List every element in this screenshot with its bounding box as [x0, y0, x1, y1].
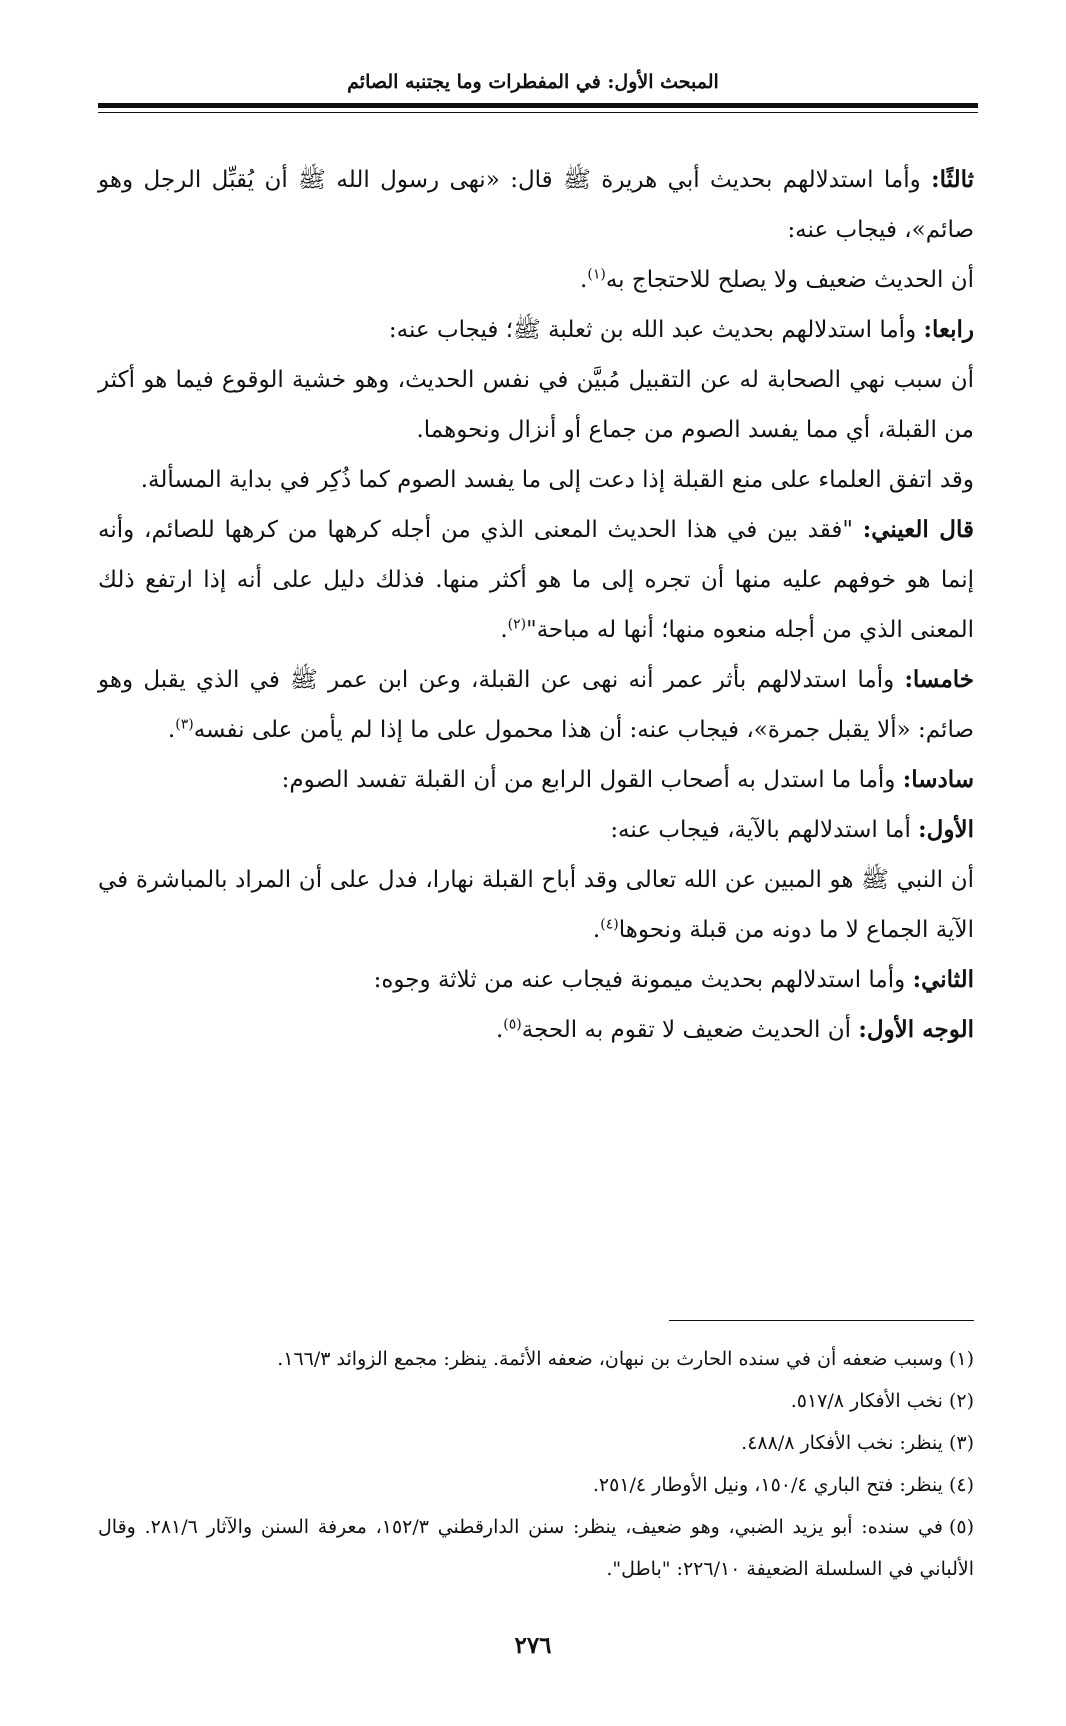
paragraph [98, 955, 974, 1005]
footnote-number: (٥) [948, 1516, 974, 1538]
main-text [98, 155, 974, 1055]
paragraph-end: . [500, 617, 508, 643]
paragraph-end: . [592, 917, 601, 943]
paragraph [98, 655, 974, 755]
paragraph [98, 355, 974, 455]
footnote-ref[interactable]: (٥) [503, 1016, 522, 1033]
footnote-number: (٢) [948, 1390, 974, 1412]
paragraph-text: أما استدلالهم بالآية، فيجاب عنه: [610, 817, 919, 843]
paragraph-text: وأما استدلالهم بحديث أبي هريرة ﷺ قال: «نهى رسول الله ﷺ أن يُقبِّل الرجل وهو صائم»، فيجاب عنه: [98, 167, 974, 243]
paragraph-end: . [495, 1017, 504, 1043]
footnote [98, 1422, 974, 1464]
footnote-text: ينظر: نخب الأفكار ٤٨٨/٨. [741, 1432, 943, 1454]
footnote-number: (٤) [948, 1474, 974, 1496]
paragraph [98, 1005, 974, 1055]
paragraph-lead: الثاني: [912, 966, 974, 993]
paragraph-text: وقد اتفق العلماء على منع القبلة إذا دعت إلى ما يفسد الصوم كما ذُكِر في بداية المسألة. [140, 467, 974, 493]
paragraph-text: وأما استدلالهم بحديث ميمونة فيجاب عنه من ثلاثة وجوه: [373, 967, 913, 993]
footnote [98, 1506, 974, 1590]
paragraph [98, 255, 974, 305]
page-number: ٢٧٦ [514, 1632, 552, 1659]
footnotes [98, 1338, 974, 1590]
footnote-number: (٣) [948, 1432, 974, 1454]
paragraph-lead: ثالثًا: [931, 166, 974, 193]
paragraph-text: أن سبب نهي الصحابة له عن التقبيل مُبيَّن في نفس الحديث، وهو خشية الوقوع فيما هو أكثر من القبلة، أي مما يفسد الصوم من جماع أو أنزال ونحوهما. [98, 367, 974, 443]
footnote-separator [669, 1320, 974, 1321]
paragraph-lead: رابعا: [923, 316, 974, 343]
footnote-text: في سنده: أبو يزيد الضبي، وهو ضعيف، ينظر: سنن الدارقطني ١٥٢/٣، معرفة السنن والآثار ٢٨١/٦. وقال الألباني في السلسلة الضعيفة ٢٢٦/١٠: "باطل". [98, 1516, 974, 1580]
footnote-number: (١) [948, 1348, 974, 1370]
footnote-text: نخب الأفكار ٥١٧/٨. [790, 1390, 943, 1412]
footnote-text: ينظر: فتح الباري ١٥٠/٤، ونيل الأوطار ٢٥١/٤. [592, 1474, 943, 1496]
header-rule-thin [98, 112, 978, 113]
paragraph-lead: الأول: [918, 816, 974, 843]
paragraph [98, 455, 974, 505]
paragraph-end: . [167, 717, 176, 743]
footnote [98, 1338, 974, 1380]
paragraph-end: . [580, 267, 588, 293]
paragraph-lead: قال العيني: [862, 516, 974, 543]
paragraph-text: "فقد بين في هذا الحديث المعنى الذي من أجله كرهها من كرهها للصائم، وأنه إنما هو خوفهم عليه منها أن تجره إلى ما هو أكثر منها. فذلك دليل على أنه إذا ارتفع ذلك المعنى الذي من أجله منعوه منها؛ أنها له مباحة" [98, 517, 974, 643]
footnote [98, 1380, 974, 1422]
footnote-ref[interactable]: (٣) [175, 716, 194, 733]
paragraph-lead: خامسا: [904, 666, 974, 693]
paragraph [98, 755, 974, 805]
paragraph [98, 805, 974, 855]
footnote-ref[interactable]: (٢) [507, 616, 527, 633]
paragraph-text: أن النبي ﷺ هو المبين عن الله تعالى وقد أباح القبلة نهارا، فدل على أن المراد بالمباشرة في الآية الجماع لا ما دونه من قبلة ونحوها [98, 867, 974, 943]
paragraph-text: وأما ما استدل به أصحاب القول الرابع من أن القبلة تفسد الصوم: [281, 767, 903, 793]
header-rule [98, 103, 978, 108]
paragraph-text: وأما استدلالهم بأثر عمر أنه نهى عن القبلة، وعن ابن عمر ﷺ في الذي يقبل وهو صائم: «ألا يقبل جمرة»، فيجاب عنه: أن هذا محمول على ما إذا لم يأمن على نفسه [98, 667, 974, 743]
footnote-ref[interactable]: (١) [587, 266, 606, 283]
paragraph [98, 505, 974, 655]
paragraph-text: وأما استدلالهم بحديث عبد الله بن ثعلبة ﷺ؛ فيجاب عنه: [388, 317, 924, 343]
paragraph [98, 155, 974, 255]
paragraph-lead: سادسا: [902, 766, 974, 793]
paragraph-lead: الوجه الأول: [858, 1016, 974, 1043]
running-header: المبحث الأول: في المفطرات وما يجتنبه الصائم [347, 71, 719, 93]
footnote-text: وسبب ضعفه أن في سنده الحارث بن نبهان، ضعفه الأئمة. ينظر: مجمع الزوائد ١٦٦/٣. [277, 1348, 943, 1370]
footnote-ref[interactable]: (٤) [600, 916, 619, 933]
paragraph [98, 855, 974, 955]
paragraph [98, 305, 974, 355]
paragraph-text: أن الحديث ضعيف لا تقوم به الحجة [521, 1017, 859, 1043]
footnote [98, 1464, 974, 1506]
paragraph-text: أن الحديث ضعيف ولا يصلح للاحتجاج به [605, 267, 974, 293]
